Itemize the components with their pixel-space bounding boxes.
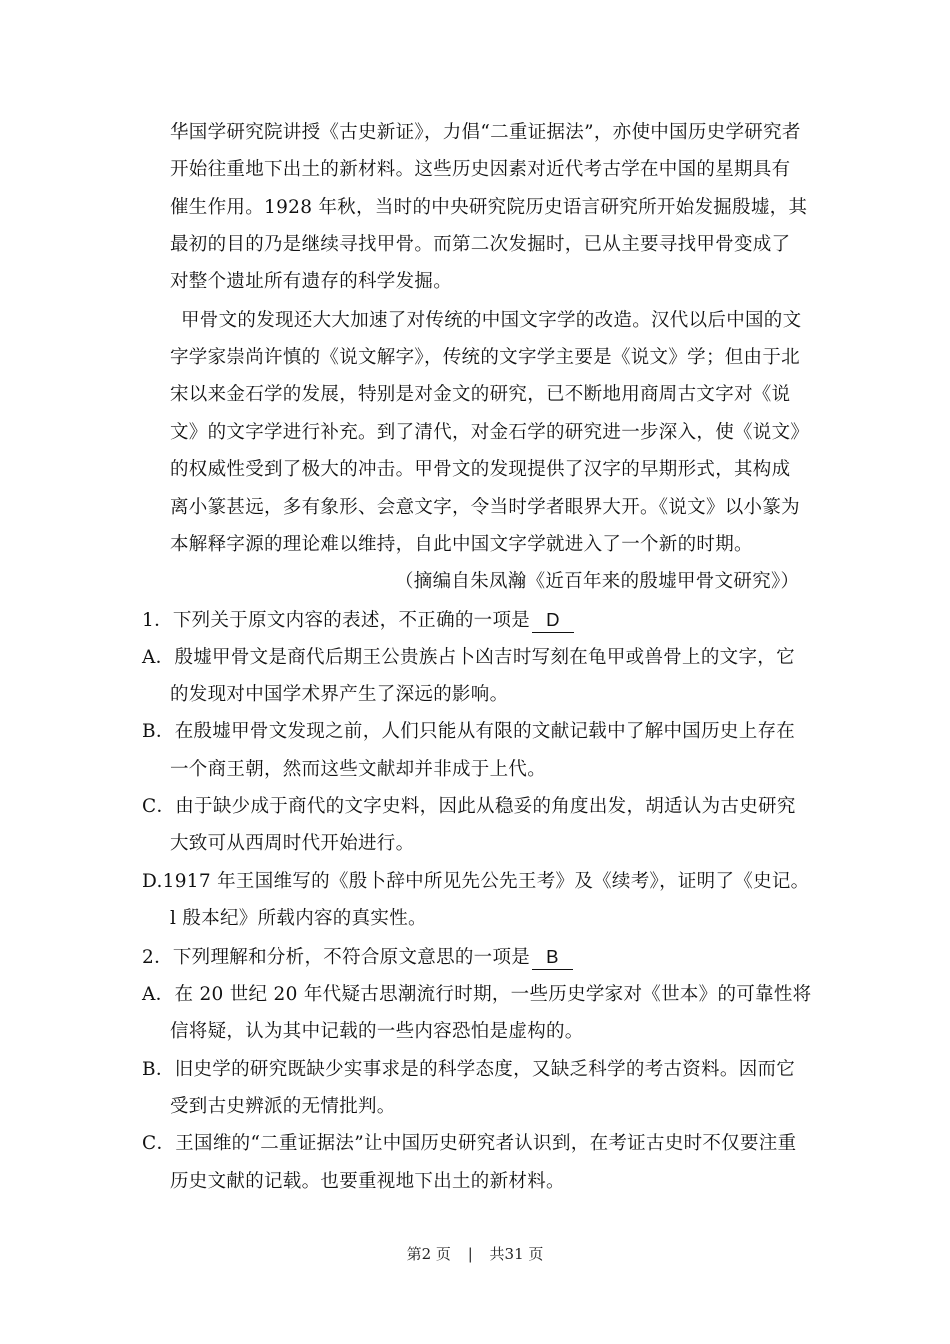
option-c-line2: 大致可从西周时代开始进行。 bbox=[170, 833, 415, 854]
answer-blank: D bbox=[532, 608, 574, 633]
paragraph-line: 最初的目的乃是继续寻找甲骨。而第二次发掘时，已从主要寻找甲骨变成了 bbox=[170, 234, 791, 255]
answer-blank: B bbox=[532, 945, 573, 970]
option-d-line1: D.1917 年王国维写的《殷卜辞中所见先公先王考》及《续考》，证明了《史记。 bbox=[142, 871, 810, 892]
paragraph-line: 本解释字源的理论难以维持，自此中国文字学就进入了一个新的时期。 bbox=[170, 534, 753, 555]
option-a-line1: A．在 20 世纪 20 年代疑古思潮流行时期，一些历史学家对《世本》的可靠性将 bbox=[142, 984, 812, 1005]
option-d-line2: l 殷本纪》所载内容的真实性。 bbox=[170, 908, 427, 929]
page-footer bbox=[0, 1243, 950, 1264]
page-total: 共31 页 bbox=[489, 1245, 544, 1263]
option-b-line2: 一个商王朝，然而这些文献却并非成于上代。 bbox=[170, 759, 547, 780]
paragraph-line: 催生作用。1928 年秋，当时的中央研究院历史语言研究所开始发掘殷墟，其 bbox=[170, 197, 808, 218]
question-stem-text: 1．下列关于原文内容的表述，不正确的一项是 bbox=[142, 610, 531, 631]
option-c-line2: 历史文献的记载。也要重视地下出土的新材料。 bbox=[170, 1171, 565, 1192]
option-c-line1: C．由于缺少成于商代的文字史料，因此从稳妥的角度出发，胡适认为古史研究 bbox=[142, 796, 796, 817]
option-b-line1: B．旧史学的研究既缺少实事求是的科学态度，又缺乏科学的考古资料。因而它 bbox=[142, 1059, 796, 1080]
citation: （摘编自朱凤瀚《近百年来的殷墟甲骨文研究》） bbox=[395, 571, 800, 592]
paragraph-line: 宋以来金石学的发展，特别是对金文的研究，已不断地用商周古文字对《说 bbox=[170, 384, 791, 405]
paragraph-line: 离小篆甚远，多有象形、会意文字，令当时学者眼界大开。《说文》以小篆为 bbox=[170, 497, 800, 518]
footer-separator: | bbox=[467, 1245, 473, 1263]
question-1-stem bbox=[142, 608, 574, 633]
option-a-line1: A．殷墟甲骨文是商代后期王公贵族占卜凶吉时写刻在龟甲或兽骨上的文字，它 bbox=[142, 647, 795, 668]
option-c-line1: C．王国维的“二重证据法”让中国历史研究者认识到，在考证古史时不仅要注重 bbox=[142, 1133, 797, 1154]
option-a-line2: 信将疑，认为其中记载的一些内容恐怕是虚构的。 bbox=[170, 1021, 584, 1042]
paragraph-line: 华国学研究院讲授《古史新证》，力倡“二重证据法”，亦使中国历史学研究者 bbox=[170, 122, 801, 143]
paragraph-line: 对整个遗址所有遗存的科学发掘。 bbox=[170, 271, 453, 292]
page-number: 第2 页 bbox=[406, 1245, 451, 1263]
option-a-line2: 的发现对中国学术界产生了深远的影响。 bbox=[170, 684, 509, 705]
question-2-stem bbox=[142, 945, 573, 970]
question-stem-text: 2．下列理解和分析，不符合原文意思的一项是 bbox=[142, 947, 531, 968]
paragraph-line: 甲骨文的发现还大大加速了对传统的中国文字学的改造。汉代以后中国的文 bbox=[181, 310, 802, 331]
option-b-line1: B．在殷墟甲骨文发现之前，人们只能从有限的文献记载中了解中国历史上存在 bbox=[142, 721, 796, 742]
paragraph-line: 的权威性受到了极大的冲击。甲骨文的发现提供了汉字的早期形式，其构成 bbox=[170, 459, 791, 480]
paragraph-line: 字学家崇尚许慎的《说文解字》，传统的文字学主要是《说文》学；但由于北 bbox=[170, 347, 800, 368]
paragraph-line: 文》的文字学进行补充。到了清代，对金石学的研究进一步深入，使《说文》 bbox=[170, 422, 810, 443]
paragraph-line: 开始往重地下出土的新材料。这些历史因素对近代考古学在中国的星期具有 bbox=[170, 159, 791, 180]
option-b-line2: 受到古史辨派的无情批判。 bbox=[170, 1096, 396, 1117]
